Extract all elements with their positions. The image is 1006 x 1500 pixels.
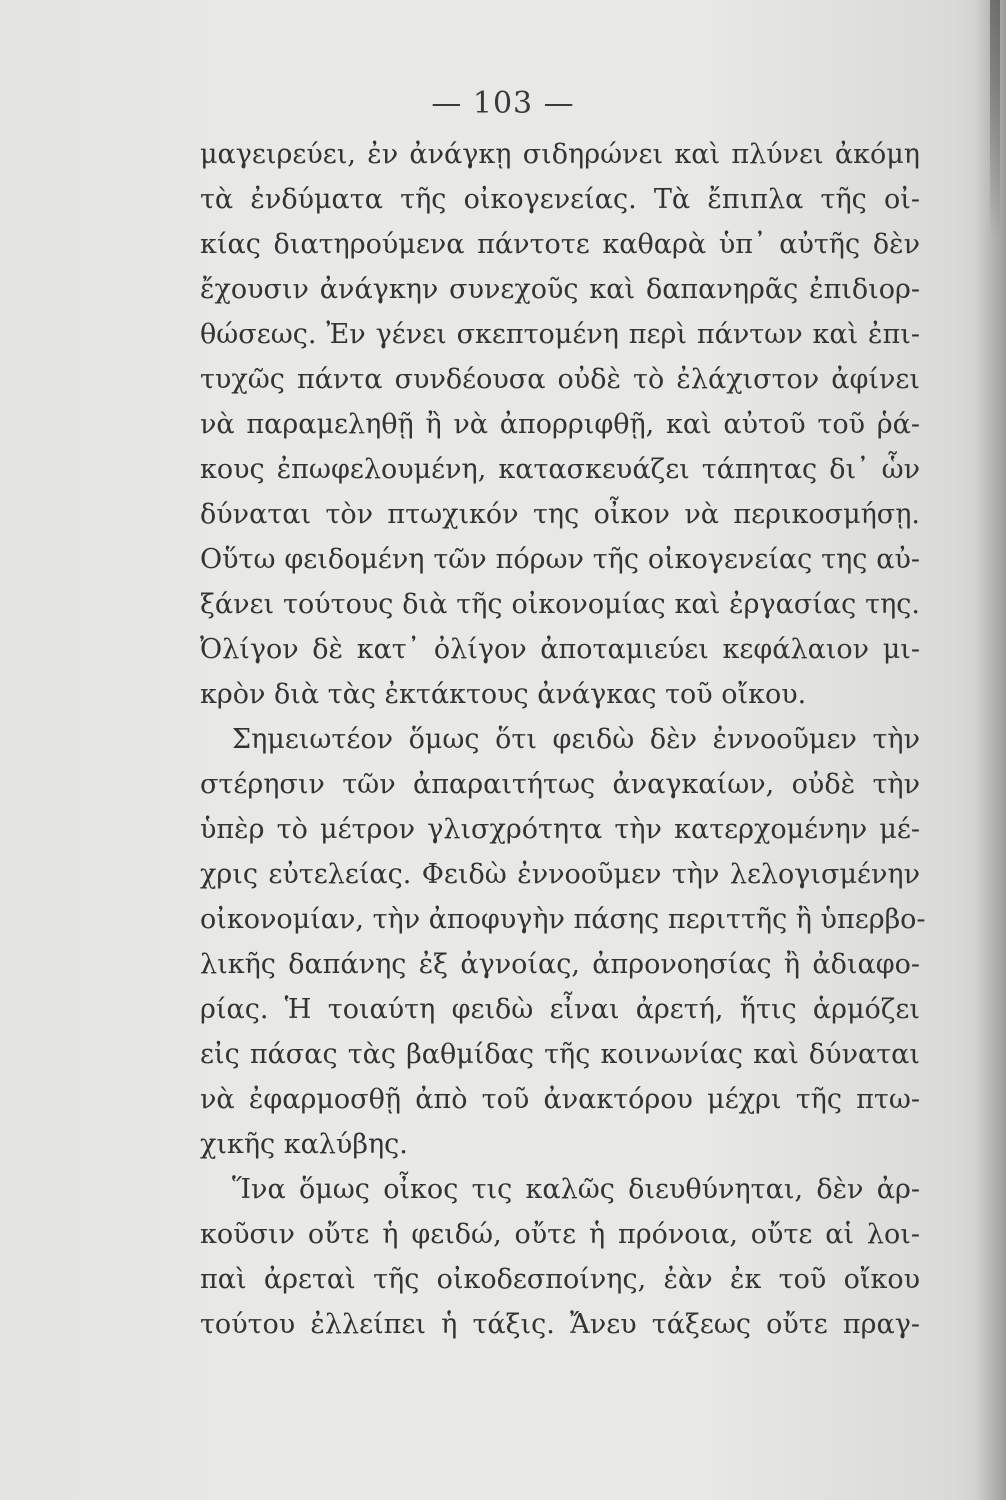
text-line: τυχῶς πάντα συνδέουσα οὐδὲ τὸ ἐλάχιστον ἀφίνει [200,364,920,395]
page-number: — 103 — [431,86,575,121]
text-line: κους ἐπωφελουμένη, κατασκευάζει τάπητας δι᾽ ὧν [200,454,920,485]
text-line: νὰ ἐφαρμοσθῇ ἀπὸ τοῦ ἀνακτόρου μέχρι τῆς πτω- [200,1084,920,1115]
text-line: θώσεως. Ἐν γένει σκεπτομένη περὶ πάντων καὶ ἐπι- [200,319,920,350]
text-line: κρὸν διὰ τὰς ἐκτάκτους ἀνάγκας τοῦ οἴκου. [200,679,807,710]
text-line: λικῆς δαπάνης ἐξ ἀγνοίας, ἀπρονοησίας ἢ ἀδιαφο- [200,949,920,980]
text-line: εἰς πάσας τὰς βαθμίδας τῆς κοινωνίας καὶ δύναται [200,1039,920,1070]
text-line: κίας διατηρούμενα πάντοτε καθαρὰ ὑπ᾽ αὐτῆς δὲν [200,229,920,260]
text-line: κοῦσιν οὔτε ἡ φειδώ, οὔτε ἡ πρόνοια, οὔτε αἱ λοι- [200,1219,920,1250]
text-line: Ὀλίγον δὲ κατ᾽ ὀλίγον ἀποταμιεύει κεφάλαιον μι- [200,634,920,665]
body-text [200,132,926,1347]
text-line: ξάνει τούτους διὰ τῆς οἰκονομίας καὶ ἐργασίας της. [200,589,920,620]
text-line: νὰ παραμεληθῇ ἢ νὰ ἀπορριφθῇ, καὶ αὐτοῦ τοῦ ῥά- [200,409,920,440]
text-line: στέρησιν τῶν ἀπαραιτήτως ἀναγκαίων, οὐδὲ τὴν [200,769,920,800]
text-line: οἰκονομίαν, τὴν ἀποφυγὴν πάσης περιττῆς ἢ ὑπερβο- [200,904,926,935]
text-line: Οὕτω φειδομένη τῶν πόρων τῆς οἰκογενείας της αὐ- [200,544,920,575]
text-line: ρίας. Ἡ τοιαύτη φειδὼ εἶναι ἀρετή, ἥτις ἁρμόζει [200,994,920,1025]
text-line: χικῆς καλύβης. [200,1129,408,1160]
text-line: Ἵνα ὅμως οἶκος τις καλῶς διευθύνηται, δὲν ἀρ- [232,1174,920,1205]
text-line: παὶ ἀρεταὶ τῆς οἰκοδεσποίνης, ἐὰν ἐκ τοῦ οἴκου [200,1264,920,1295]
text-line: ἔχουσιν ἀνάγκην συνεχοῦς καὶ δαπανηρᾶς ἐπιδιορ- [200,274,920,305]
text-line: δύναται τὸν πτωχικόν της οἶκον νὰ περικοσμήσῃ. [200,499,920,530]
text-line: ὑπὲρ τὸ μέτρον γλισχρότητα τὴν κατερχομένην μέ- [200,814,920,845]
text-line: τούτου ἐλλείπει ἡ τάξις. Ἄνευ τάξεως οὔτε πραγ- [200,1309,920,1340]
text-line: τὰ ἐνδύματα τῆς οἰκογενείας. Τὰ ἔπιπλα τῆς οἰ- [200,184,920,215]
text-line: χρις εὐτελείας. Φειδὼ ἐννοοῦμεν τὴν λελογισμένην [200,859,920,890]
text-line: μαγειρεύει, ἐν ἀνάγκῃ σιδηρώνει καὶ πλύνει ἀκόμη [200,139,920,170]
text-line: Σημειωτέον ὅμως ὅτι φειδὼ δὲν ἐννοοῦμεν τὴν [232,724,920,755]
